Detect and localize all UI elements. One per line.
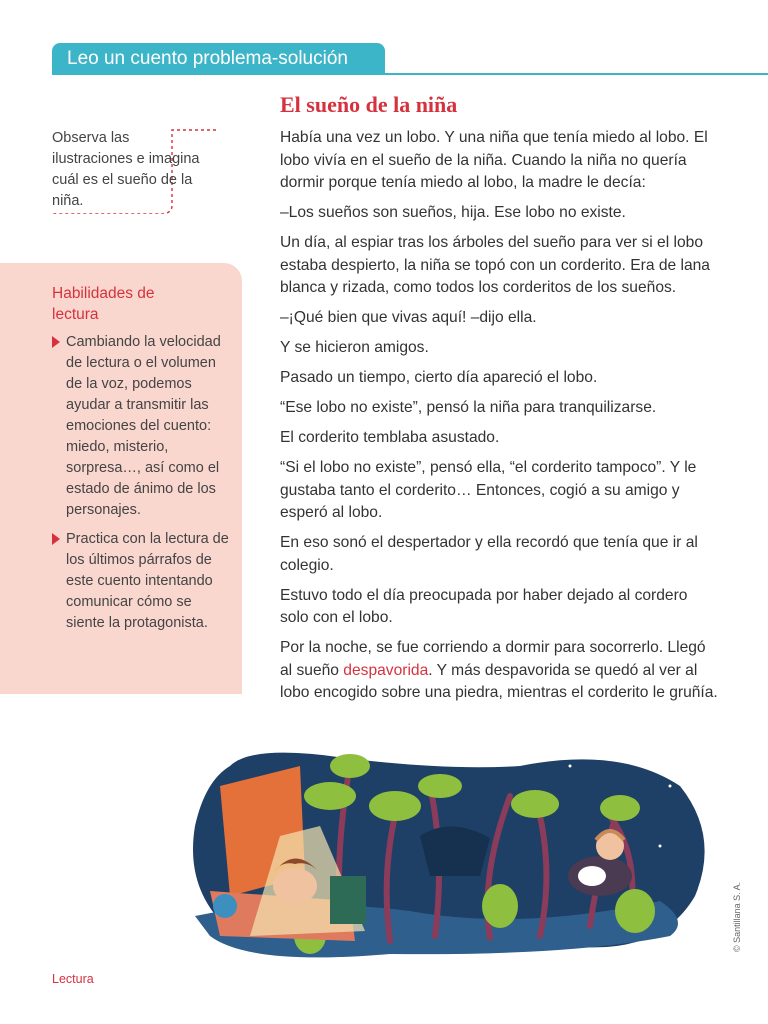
list-item bbox=[52, 332, 232, 521]
list-item bbox=[52, 529, 232, 634]
footer-section-label: Lectura bbox=[52, 972, 94, 986]
story-paragraph: “Ese lobo no existe”, pensó la niña para tranquilizarse. bbox=[280, 399, 657, 416]
skill-text: Practica con la lectura de los últimos párrafos de este cuento intentando comunicar cómo se siente la protagonista. bbox=[66, 531, 229, 631]
story-paragraph: “Si el lobo no existe”, pensó ella, “el corderito tampoco”. Y le gustaba tanto el corderito… Entonces, cogió a su amigo y esperó al lobo. bbox=[280, 459, 697, 521]
story-paragraph bbox=[280, 637, 720, 705]
story-body bbox=[280, 127, 720, 712]
reading-skills-title bbox=[52, 283, 172, 325]
story-paragraph: En eso sonó el despertador y ella recordó que tenía que ir al colegio. bbox=[280, 534, 698, 574]
story-paragraph: Pasado un tiempo, cierto día apareció el lobo. bbox=[280, 369, 598, 386]
paragraph-text: . Y más despavorida se quedó al ver al lobo encogido sobre una piedra, mientras el corderito le gruñía. bbox=[280, 661, 718, 701]
section-label: Leo un cuento problema-solución bbox=[67, 48, 348, 69]
skill-text: Cambiando la velocidad de lectura o el volumen de la voz, podemos ayudar a transmitir las emociones del cuento: miedo, misterio, sorpresa…, así como el estado de ánimo de los personajes. bbox=[66, 334, 221, 518]
story-paragraph: Y se hicieron amigos. bbox=[280, 339, 429, 356]
dream-forest-illustration bbox=[190, 726, 710, 966]
story-title: El sueño de la niña bbox=[280, 92, 458, 117]
reading-skills-title-text: Habilidades de lectura bbox=[52, 285, 155, 323]
story-paragraph: Un día, al espiar tras los árboles del sueño para ver si el lobo estaba despierto, la niña se topó con un corderito. Era de lana blanca y rizada, como todos los corderitos de los sueños. bbox=[280, 234, 710, 296]
paragraph-text: Por la noche, se fue corriendo a dormir para socorrerlo. Llegó al sueño bbox=[280, 639, 706, 679]
story-paragraph: Había una vez un lobo. Y una niña que tenía miedo al lobo. El lobo vivía en el sueño de la niña. Cuando la niña no quería dormir porque tenía miedo al lobo, la madre le decía: bbox=[280, 129, 708, 191]
story-paragraph: El corderito temblaba asustado. bbox=[280, 429, 500, 446]
arrow-right-icon bbox=[52, 533, 60, 545]
section-header-tab bbox=[52, 43, 385, 74]
copyright-notice: © Santillana S. A. bbox=[732, 881, 742, 952]
reading-skills-list bbox=[52, 332, 232, 642]
observation-note: Observa las ilustraciones e imagina cuál es el sueño de la niña. bbox=[52, 130, 200, 209]
story-paragraph: –¡Qué bien que vivas aquí! –dijo ella. bbox=[280, 309, 537, 326]
arrow-right-icon bbox=[52, 336, 60, 348]
story-paragraph: Estuvo todo el día preocupada por haber dejado al cordero solo con el lobo. bbox=[280, 586, 688, 626]
vocabulary-word[interactable]: despavorida bbox=[343, 661, 429, 679]
story-paragraph: –Los sueños son sueños, hija. Ese lobo no existe. bbox=[280, 204, 626, 221]
header-rule bbox=[52, 73, 768, 75]
